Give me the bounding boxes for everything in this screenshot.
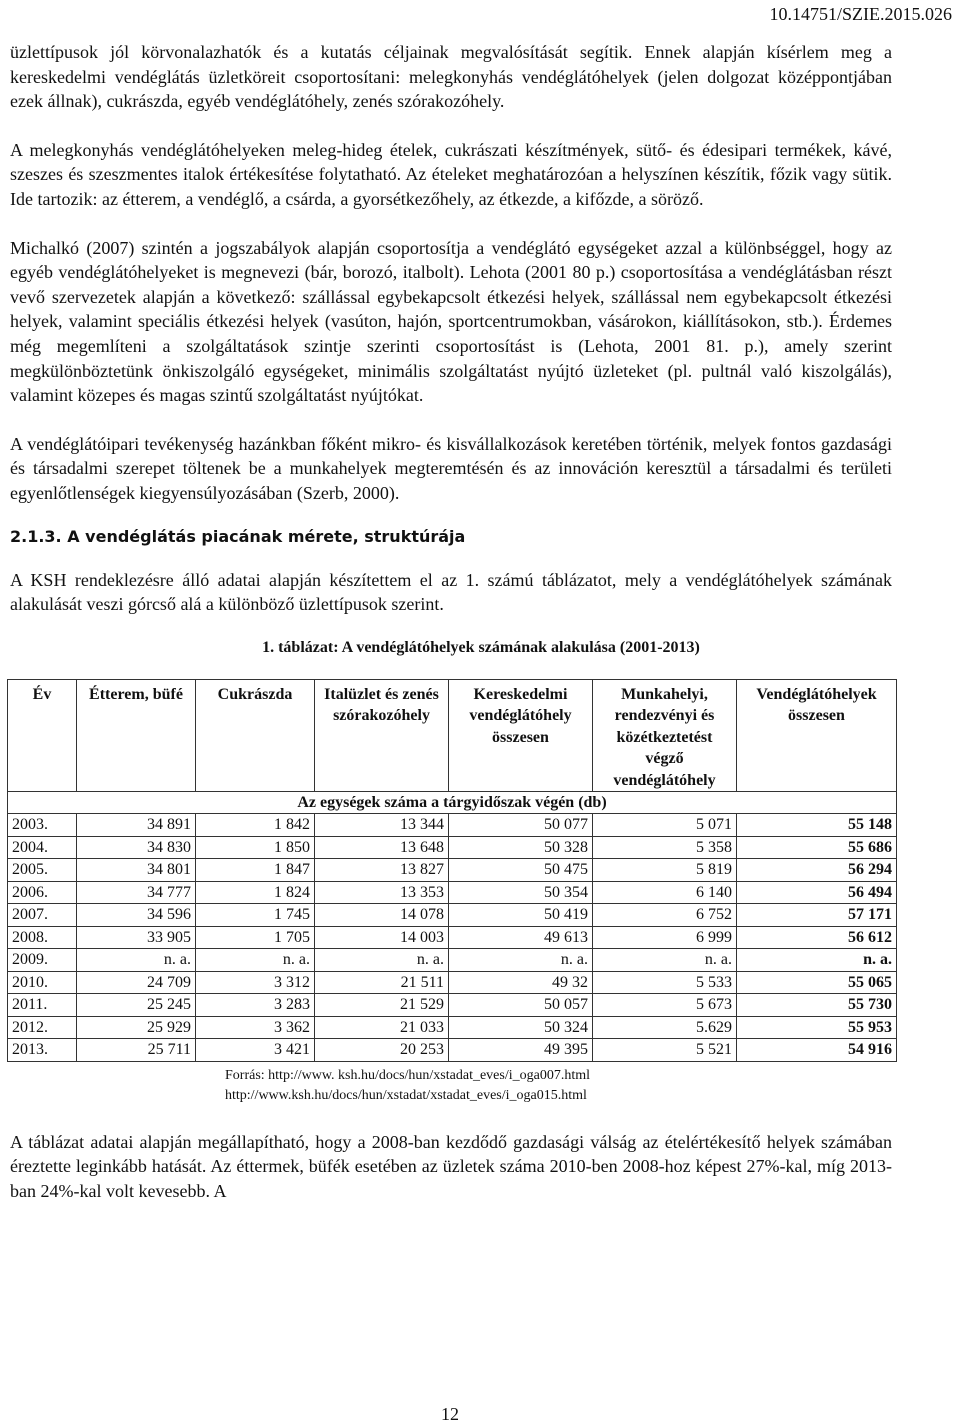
table-cell: 34 596 <box>77 904 196 927</box>
table-row <box>8 994 897 1017</box>
table-cell: 50 419 <box>449 904 593 927</box>
paragraph-4: A vendéglátóipari tevékenység hazánkban főként mikro- és kisvállalkozások keretében történik, melyek fontos gazdasági és társadalmi szerepet töltenek be a munkahelyek megteremtésén és az innováción keresztül a társadalmi és területi egyenlőtlenségek kiegyensúlyozásában (Szerb, 2000). <box>10 433 892 503</box>
table-row <box>8 1039 897 1062</box>
table-cell: 50 057 <box>449 994 593 1017</box>
table-subheader-row <box>8 792 897 814</box>
page-content <box>10 40 892 1203</box>
table-cell: 1 847 <box>196 859 315 882</box>
table-source-1: Forrás: http://www. ksh.hu/docs/hun/xstadat_eves/i_oga007.html <box>225 1067 591 1083</box>
table-row <box>8 926 897 949</box>
table-cell: n. a. <box>737 949 897 972</box>
table-cell: 33 905 <box>77 926 196 949</box>
section-heading: 2.1.3. A vendéglátás piacának mérete, struktúrája <box>10 526 466 546</box>
data-table <box>7 679 897 1062</box>
table-row <box>8 1016 897 1039</box>
table-cell-year: 2007. <box>8 904 77 927</box>
table-cell: 50 328 <box>449 836 593 859</box>
table-header-row <box>8 679 897 792</box>
table-cell: n. a. <box>449 949 593 972</box>
page-number: 12 <box>441 1404 459 1424</box>
table-cell: 50 475 <box>449 859 593 882</box>
table-row <box>8 971 897 994</box>
table-cell: 50 324 <box>449 1016 593 1039</box>
table-cell-year: 2005. <box>8 859 77 882</box>
table-cell: 3 283 <box>196 994 315 1017</box>
table-cell: 55 953 <box>737 1016 897 1039</box>
paragraph-5: A KSH rendeklezésre álló adatai alapján készítettem el az 1. számú táblázatot, mely a vendéglátóhelyek számának alakulását veszi górcső alá a különböző üzlettípusok szerint. <box>10 569 892 615</box>
table-cell-year: 2009. <box>8 949 77 972</box>
table-caption: 1. táblázat: A vendéglátóhelyek számának alakulása (2001-2013) <box>262 638 700 656</box>
table-cell: 50 354 <box>449 881 593 904</box>
table-cell-year: 2011. <box>8 994 77 1017</box>
table-cell: 55 730 <box>737 994 897 1017</box>
table-cell-year: 2010. <box>8 971 77 994</box>
table-row <box>8 814 897 837</box>
table-cell: 50 077 <box>449 814 593 837</box>
table-cell: 13 827 <box>315 859 449 882</box>
table-cell: 14 078 <box>315 904 449 927</box>
table-cell: n. a. <box>315 949 449 972</box>
table-cell: 34 801 <box>77 859 196 882</box>
table-cell: 57 171 <box>737 904 897 927</box>
table-cell: 1 705 <box>196 926 315 949</box>
paragraph-2: A melegkonyhás vendéglátóhelyeken meleg-hideg ételek, cukrászati készítmények, sütő- és édesipari termékek, kávé, szeszes és szeszmentes italok értékesítése folytatható. Az ételeket meghatározóan a helyszínen készítik, főzik vagy sütik. Ide tartozik: az étterem, a vendéglő, a csárda, a gyorsétkezőhely, az étkezde, a kifőzde, a söröző. <box>10 139 892 209</box>
table-cell: 21 511 <box>315 971 449 994</box>
table-cell: 6 999 <box>593 926 737 949</box>
table-cell: 13 353 <box>315 881 449 904</box>
table-row <box>8 904 897 927</box>
header-workplace: Munkahelyi, rendezvényi és közétkeztetést végző vendéglátóhely <box>593 679 737 792</box>
table-cell: 21 033 <box>315 1016 449 1039</box>
table-source-2: http://www.ksh.hu/docs/hun/xstadat/xstadat_eves/i_oga015.html <box>225 1087 587 1103</box>
header-confectionery: Cukrászda <box>196 679 315 792</box>
doi-label: 10.14751/SZIE.2015.026 <box>769 4 952 24</box>
table-cell: n. a. <box>593 949 737 972</box>
table-cell: 34 777 <box>77 881 196 904</box>
table-cell: 5 819 <box>593 859 737 882</box>
table-row <box>8 836 897 859</box>
table-cell: 1 842 <box>196 814 315 837</box>
table-cell: 56 494 <box>737 881 897 904</box>
table-cell-year: 2008. <box>8 926 77 949</box>
table-cell: 25 929 <box>77 1016 196 1039</box>
table-cell: 49 32 <box>449 971 593 994</box>
table-cell: 56 294 <box>737 859 897 882</box>
table-cell: 1 745 <box>196 904 315 927</box>
table-cell: 55 065 <box>737 971 897 994</box>
table-cell-year: 2013. <box>8 1039 77 1062</box>
table-cell: 5 358 <box>593 836 737 859</box>
table-cell: 56 612 <box>737 926 897 949</box>
paragraph-1: üzlettípusok jól körvonalazhatók és a kutatás céljainak megvalósítását segítik. Ennek alapján kísérlem meg a kereskedelmi vendéglátás üzletköreit csoportosítani: melegkonyhás vendéglátóhelyek (jelen dolgozat középpontjában ezek állnak), cukrászda, egyéb vendéglátóhely, zenés szórakozóhely. <box>10 42 892 112</box>
table-cell: 21 529 <box>315 994 449 1017</box>
table-cell: 14 003 <box>315 926 449 949</box>
table-cell: 5 071 <box>593 814 737 837</box>
header-restaurant: Étterem, büfé <box>77 679 196 792</box>
table-cell: 55 148 <box>737 814 897 837</box>
table-cell: 13 648 <box>315 836 449 859</box>
table-cell: 20 253 <box>315 1039 449 1062</box>
table-cell-year: 2003. <box>8 814 77 837</box>
table-cell: 34 830 <box>77 836 196 859</box>
table-cell: n. a. <box>196 949 315 972</box>
table-cell-year: 2012. <box>8 1016 77 1039</box>
table-cell-year: 2004. <box>8 836 77 859</box>
table-cell: n. a. <box>77 949 196 972</box>
table-cell: 5 521 <box>593 1039 737 1062</box>
table-subheader: Az egységek száma a tárgyidőszak végén (db) <box>8 792 897 814</box>
table-cell: 1 824 <box>196 881 315 904</box>
table-cell: 1 850 <box>196 836 315 859</box>
header-year: Év <box>8 679 77 792</box>
header-bar: Italüzlet és zenés szórakozóhely <box>315 679 449 792</box>
table-row <box>8 881 897 904</box>
table-cell: 6 140 <box>593 881 737 904</box>
table-cell: 3 362 <box>196 1016 315 1039</box>
table-cell: 55 686 <box>737 836 897 859</box>
table-cell: 5 533 <box>593 971 737 994</box>
table-row <box>8 949 897 972</box>
table-cell: 13 344 <box>315 814 449 837</box>
table-cell: 5 673 <box>593 994 737 1017</box>
table-cell: 3 312 <box>196 971 315 994</box>
table-cell: 34 891 <box>77 814 196 837</box>
table-cell-year: 2006. <box>8 881 77 904</box>
table-cell: 49 613 <box>449 926 593 949</box>
table-row <box>8 859 897 882</box>
table-cell: 24 709 <box>77 971 196 994</box>
table-cell: 49 395 <box>449 1039 593 1062</box>
header-commercial-total: Kereskedelmi vendéglátóhely összesen <box>449 679 593 792</box>
header-grand-total: Vendéglátóhelyek összesen <box>737 679 897 792</box>
table-cell: 3 421 <box>196 1039 315 1062</box>
table-cell: 25 245 <box>77 994 196 1017</box>
paragraph-6: A táblázat adatai alapján megállapítható, hogy a 2008-ban kezdődő gazdasági válság az ételértékesítő helyek számában éreztette leginkább hatását. Az éttermek, büfék esetében az üzletek száma 2010-ben 2008-hoz képest 27%-kal, míg 2013-ban 24%-kal volt kevesebb. A <box>10 1131 892 1201</box>
table-cell: 6 752 <box>593 904 737 927</box>
paragraph-3: Michalkó (2007) szintén a jogszabályok alapján csoportosítja a vendéglátó egységeket azzal a különbséggel, hogy az egyéb vendéglátóhelyeket is megnevezi (bár, borozó, italbolt). Lehota (2001 80 p.) csoportosítása a vendéglátásban részt vevő szervezetek alapján a következő: szállással egybekapcsolt étkezési helyek, szállással nem egybekapcsolt étkezési helyek, valamint speciális étkezési helyek (vasúton, hajón, sportcentrumokban, vásárokon, kiállításokon, stb.). Érdemes még megemlíteni a szolgáltatások szintje szerinti csoportosítást is (Lehota, 2001 81. p.), amely szerint megkülönböztetünk önkiszolgáló egységeket, minimális szolgáltatást nyújtó üzleteket (pl. pultnál való kiszolgálás), valamint közepes és magas szintű szolgáltatást nyújtókat. <box>10 237 892 406</box>
table-cell: 5.629 <box>593 1016 737 1039</box>
table-cell: 25 711 <box>77 1039 196 1062</box>
table-cell: 54 916 <box>737 1039 897 1062</box>
